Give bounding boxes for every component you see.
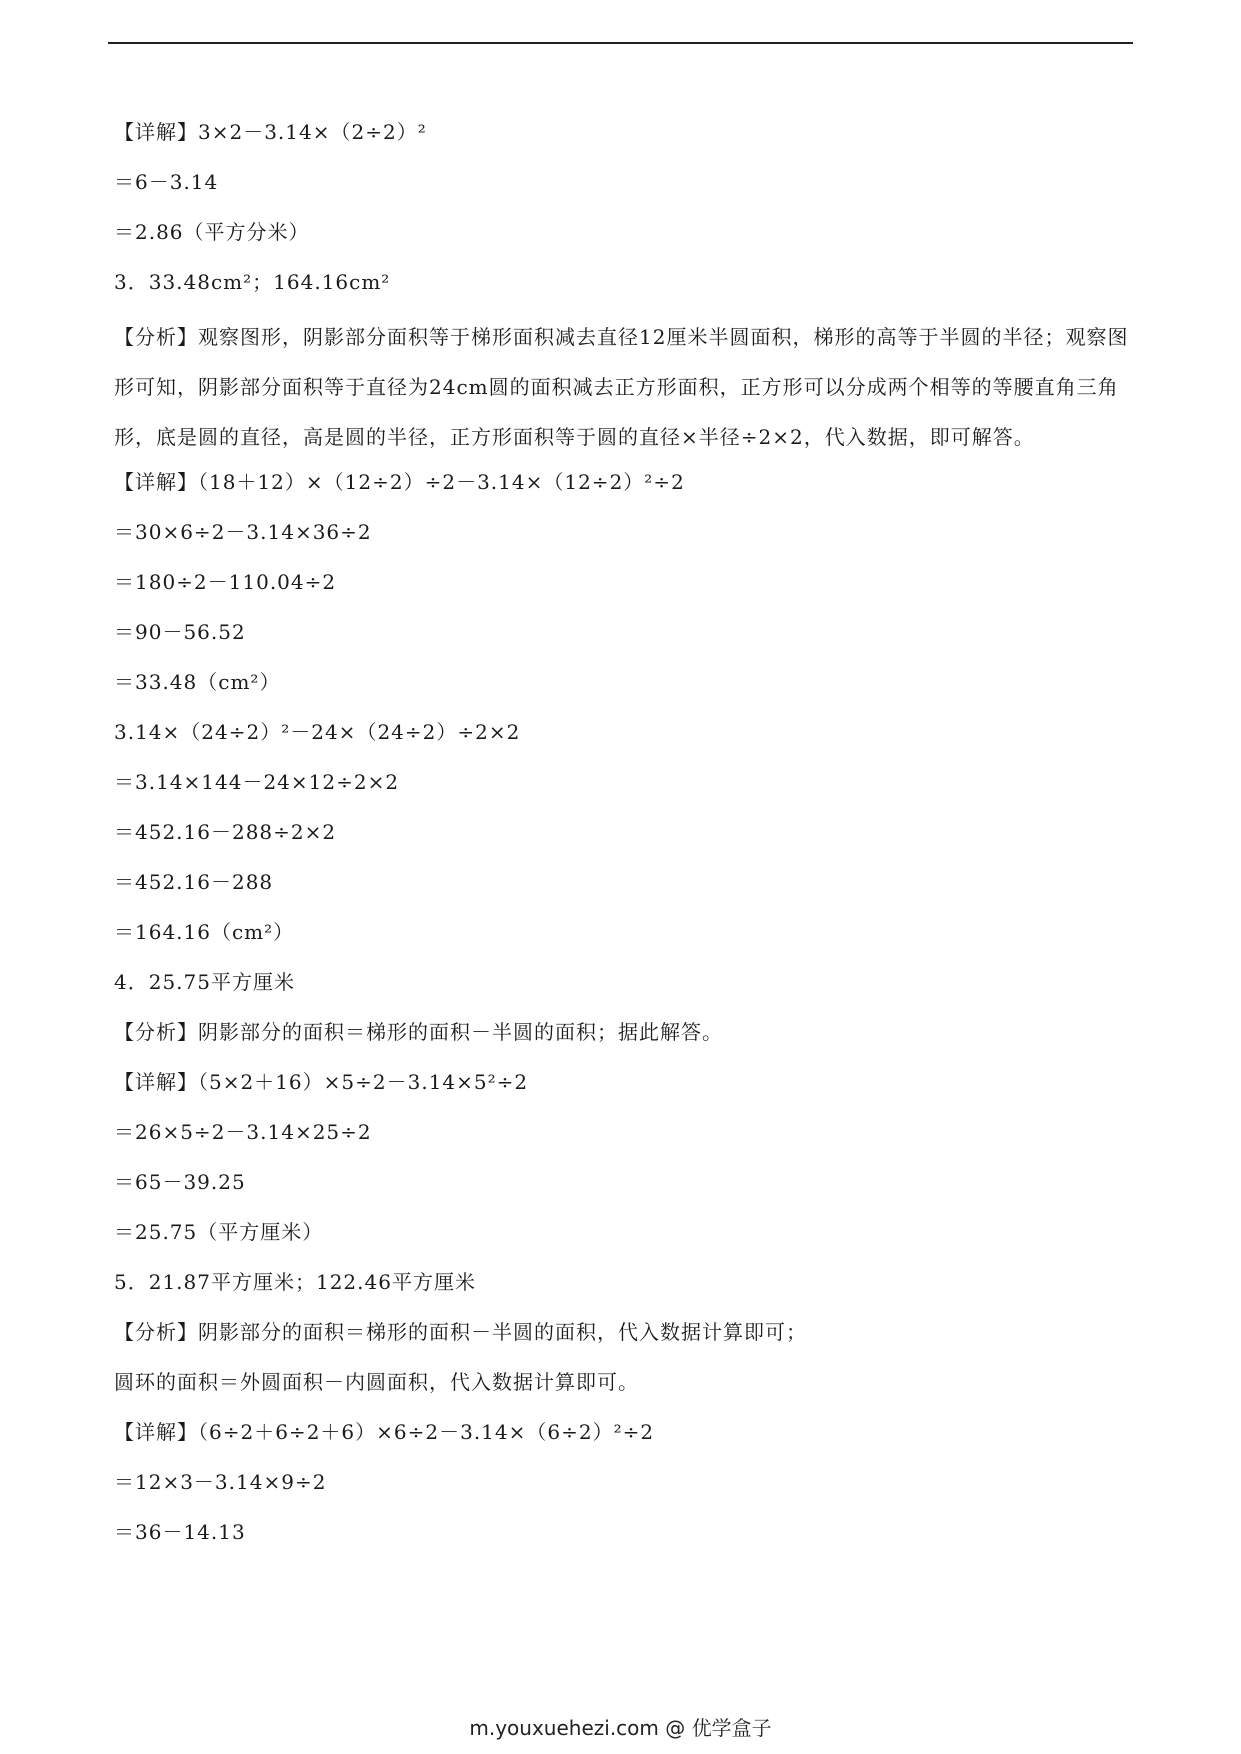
text-line: ＝90－56.52: [114, 620, 246, 644]
analysis-paragraph: 【分析】观察图形，阴影部分面积等于梯形面积减去直径12厘米半圆面积，梯形的高等于半圆的半径；观察图形可知，阴影部分面积等于直径为24cm圆的面积减去正方形面积，正方形可以分成两个相等的等腰直角三角形，底是圆的直径，高是圆的半径，正方形面积等于圆的直径×半径÷2×2，代入数据，即可解答。: [114, 325, 1129, 449]
text-line: 【分析】阴影部分的面积＝梯形的面积－半圆的面积；据此解答。: [114, 1020, 723, 1044]
text-line: ＝3.14×144－24×12÷2×2: [114, 770, 400, 794]
text-line: ＝12×3－3.14×9÷2: [114, 1470, 327, 1494]
text-line: 圆环的面积＝外圆面积－内圆面积，代入数据计算即可。: [114, 1370, 639, 1394]
text-line: ＝180÷2－110.04÷2: [114, 570, 337, 594]
answer-heading: 5．21.87平方厘米；122.46平方厘米: [114, 1270, 476, 1294]
footer-watermark: m.youxuehezi.com @ 优学盒子: [469, 1716, 772, 1740]
answer-heading: 3．33.48cm²；164.16cm²: [114, 270, 391, 294]
text-line: ＝25.75（平方厘米）: [114, 1220, 324, 1244]
text-line: 【分析】阴影部分的面积＝梯形的面积－半圆的面积，代入数据计算即可；: [114, 1320, 807, 1344]
header-rule: [108, 42, 1133, 44]
text-line: ＝26×5÷2－3.14×25÷2: [114, 1120, 372, 1144]
text-line: ＝65－39.25: [114, 1170, 246, 1194]
text-line: ＝164.16（cm²）: [114, 920, 295, 944]
text-line: 【详解】（5×2＋16）×5÷2－3.14×5²÷2: [114, 1070, 529, 1094]
text-line: 【详解】（6÷2＋6÷2＋6）×6÷2－3.14×（6÷2）²÷2: [114, 1420, 655, 1444]
text-line: ＝36－14.13: [114, 1520, 246, 1544]
text-line: ＝452.16－288: [114, 870, 274, 894]
text-line: ＝6－3.14: [114, 170, 219, 194]
text-line: 3.14×（24÷2）²－24×（24÷2）÷2×2: [114, 720, 521, 744]
text-line: 【详解】3×2－3.14×（2÷2）²: [114, 120, 427, 144]
text-line: 【详解】（18＋12）×（12÷2）÷2－3.14×（12÷2）²÷2: [114, 470, 685, 494]
answer-heading: 4．25.75平方厘米: [114, 970, 295, 994]
text-line: ＝452.16－288÷2×2: [114, 820, 337, 844]
text-line: ＝2.86（平方分米）: [114, 220, 310, 244]
document-body: [114, 112, 1134, 1562]
text-line: ＝33.48（cm²）: [114, 670, 281, 694]
text-line: ＝30×6÷2－3.14×36÷2: [114, 520, 372, 544]
